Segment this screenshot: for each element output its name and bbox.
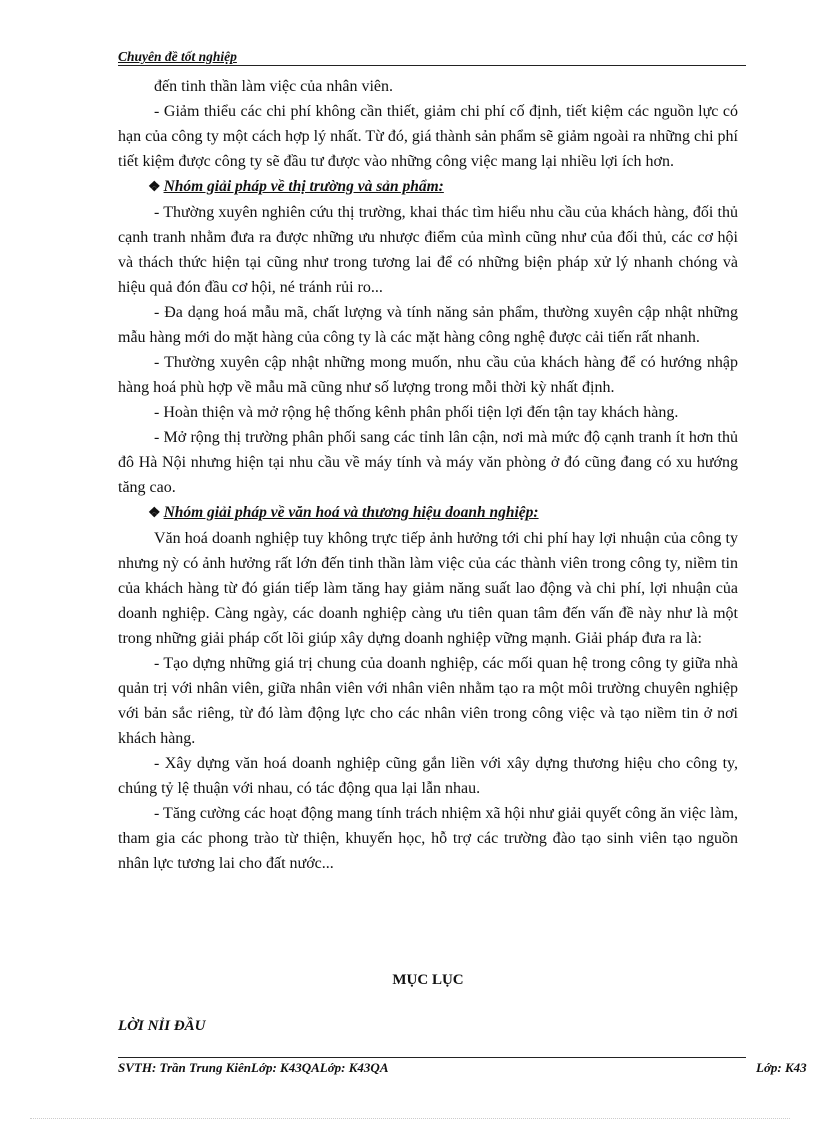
diamond-bullet-icon: ❖ — [148, 180, 161, 195]
paragraph-continuation: đến tinh thần làm việc của nhân viên. — [154, 78, 394, 95]
toc-title: MỤC LỤC — [392, 972, 464, 988]
header-title: Chuyên đề tốt nghiệp — [118, 49, 237, 64]
section-heading-culture — [118, 500, 738, 526]
diamond-bullet-icon: ❖ — [148, 506, 161, 521]
section-heading-culture-text: Nhóm giải pháp về văn hoá và thương hiệu doanh nghiệp: — [163, 504, 539, 521]
paragraph-product-diversity: - Đa dạng hoá mẫu mã, chất lượng và tính năng sản phẩm, thường xuyên cập nhật những mẫu hàng mới do mặt hàng của công ty là các mặt hàng công nghệ được cải tiến rất nhanh. — [118, 304, 738, 346]
document-body — [118, 74, 738, 876]
paragraph-brand-building: - Xây dựng văn hoá doanh nghiệp cũng gắn liền với xây dựng thương hiệu cho công ty, chúng tỷ lệ thuận với nhau, có tác động qua lại lẫn nhau. — [118, 755, 738, 797]
paragraph-market-research: - Thường xuyên nghiên cứu thị trường, khai thác tìm hiểu nhu cầu của khách hàng, đối thủ cạnh tranh nhằm đưa ra được những ưu nhược điểm của mình cũng như của đối thủ, các cơ hội và thách thức hiện tại cũng như trong tương lai để có những biện pháp xử lý nhanh chóng và hiệu quả đón đầu cơ hội, né tránh rủi ro... — [118, 204, 738, 296]
page-bottom-divider — [30, 1118, 790, 1119]
page-header — [118, 48, 746, 66]
section-heading-market-text: Nhóm giải pháp về thị trường và sản phẩm: — [163, 178, 444, 195]
paragraph-social-responsibility: - Tăng cường các hoạt động mang tính trách nhiệm xã hội như giải quyết công ăn việc làm, tham gia các phong trào từ thiện, khuyến học, hỗ trợ các trường đào tạo sinh viên tạo nguồn nhân lực tương lai cho đất nước... — [118, 805, 739, 872]
paragraph-cost-reduction: - Giảm thiểu các chi phí không cần thiết, giảm chi phí cố định, tiết kiệm các nguồn lực có hạn của công ty một cách hợp lý nhất. Từ đó, giá thành sản phẩm sẽ giảm ngoài ra những chi phí tiết kiệm được công ty sẽ đầu tư được vào những công việc mang lại nhiều lợi ích hơn. — [118, 103, 738, 170]
footer-divider — [118, 1057, 746, 1058]
preface-title: LỜI NỈI ĐẦU — [118, 1018, 206, 1034]
paragraph-customer-needs: - Thường xuyên cập nhật những mong muốn, nhu cầu của khách hàng để có hướng nhập hàng hoá phù hợp về mẫu mã cũng như số lượng trong mỗi thời kỳ nhất định. — [118, 354, 738, 396]
footer-class: Lớp: K43 — [756, 1060, 807, 1075]
paragraph-culture-intro: Văn hoá doanh nghiệp tuy không trực tiếp ảnh hưởng tới chi phí hay lợi nhuận của công ty nhưng nỳ có ảnh hưởng rất lớn đến tinh thần làm việc của các thành viên trong công ty, niềm tin của khách hàng từ đó gián tiếp làm tăng hay giảm năng suất lao động và chi phí, lợi nhuận của doanh nghiệp. Càng ngày, các doanh nghiệp càng ưu tiên quan tâm đến vấn đề này như là một trong những giải pháp cốt lõi giúp xây dựng doanh nghiệp vững mạnh. Giải pháp đưa ra là: — [118, 530, 738, 647]
paragraph-market-expansion: - Mở rộng thị trường phân phối sang các tỉnh lân cận, nơi mà mức độ cạnh tranh ít hơn thủ đô Hà Nội nhưng hiện tại nhu cầu về máy tính và máy văn phòng ở đó cũng đang có xu hướng tăng cao. — [118, 429, 738, 496]
section-heading-market — [118, 174, 738, 200]
footer-student-info: SVTH: Trần Trung KiênLớp: K43QALớp: K43QA — [118, 1060, 389, 1075]
paragraph-shared-values: - Tạo dựng những giá trị chung của doanh nghiệp, các mối quan hệ trong công ty giữa nhà quản trị với nhân viên, giữa nhân viên với nhân viên nhằm tạo ra một môi trường chuyên nghiệp với bản sắc riêng, từ đó làm động lực cho các nhân viên trong công việc và tạo niềm tin ở nơi khách hàng. — [118, 655, 738, 747]
paragraph-distribution: - Hoàn thiện và mở rộng hệ thống kênh phân phối tiện lợi đến tận tay khách hàng. — [154, 404, 679, 421]
